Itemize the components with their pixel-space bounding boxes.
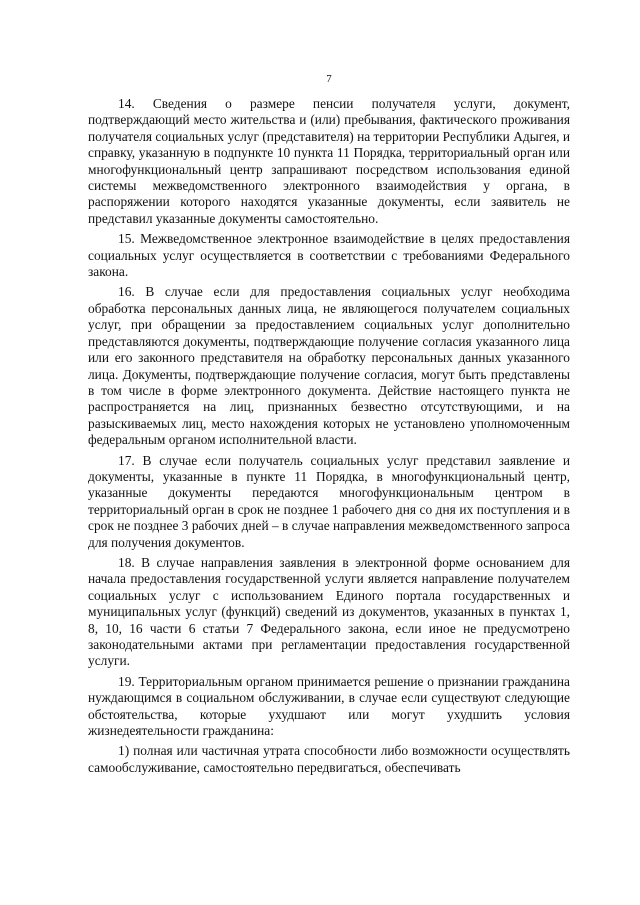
paragraph-18: 18. В случае направления заявления в электронной форме основанием для начала предоставления государственной услуги является направление получателем социальных услуг с использованием Единого портала государственных и муниципальных услуг (функций) сведений из документов, указанных в пунктах 1, 8, 10, 16 части 6 статьи 7 Федерального закона, если иное не предусмотрено законодательными актами при регламентации предоставления государственной услуги. xyxy=(88,554,570,669)
paragraph-19: 19. Территориальным органом принимается решение о признании гражданина нуждающимся в социальном обслуживании, в случае если существуют следующие обстоятельства, которые ухудшают или могут ухудшить условия жизнедеятельности гражданина: xyxy=(88,673,570,739)
paragraph-14: 14. Сведения о размере пенсии получателя услуги, документ, подтверждающий место жительства и (или) пребывания, фактического проживания получателя социальных услуг (представителя) на территории Республики Адыгея, и справку, указанную в подпункте 10 пункта 11 Порядка, территориальный орган или многофункциональный центр запрашивают посредством использования единой системы межведомственного электронного взаимодействия у органа, в распоряжении которого находятся указанные документы, если заявитель не представил указанные документы самостоятельно. xyxy=(88,96,570,226)
page-number: 7 xyxy=(326,73,332,85)
paragraph-16: 16. В случае если для предоставления социальных услуг необходима обработка персональных данных лица, не являющегося получателем социальных услуг, при обращении за предоставлением социальных услуг дополнительно представляются документы, подтверждающие получение согласия указанного лица или его законного представителя на обработку персональных данных указанного лица. Документы, подтверждающие получение согласия, могут быть представлены в том числе в форме электронного документа. Действие настоящего пункта не распространяется на лиц, признанных безвестно отсутствующими, и на разыскиваемых лиц, место нахождения которых не установлено уполномоченным федеральным органом исполнительной власти. xyxy=(88,284,570,448)
paragraph-17: 17. В случае если получатель социальных услуг представил заявление и документы, указанные в пункте 11 Порядка, в многофункциональный центр, указанные документы передаются многофункциональным центром в территориальный орган в срок не позднее 1 рабочего дня со дня их поступления и в срок не позднее 3 рабочих дней – в случае направления межведомственного запроса для получения документов. xyxy=(88,452,570,550)
paragraph-15: 15. Межведомственное электронное взаимодействие в целях предоставления социальных услуг осуществляется в соответствии с требованиями Федерального закона. xyxy=(88,231,570,280)
paragraph-19-item-1: 1) полная или частичная утрата способности либо возможности осуществлять самообслуживание, самостоятельно передвигаться, обеспечивать xyxy=(88,743,570,775)
